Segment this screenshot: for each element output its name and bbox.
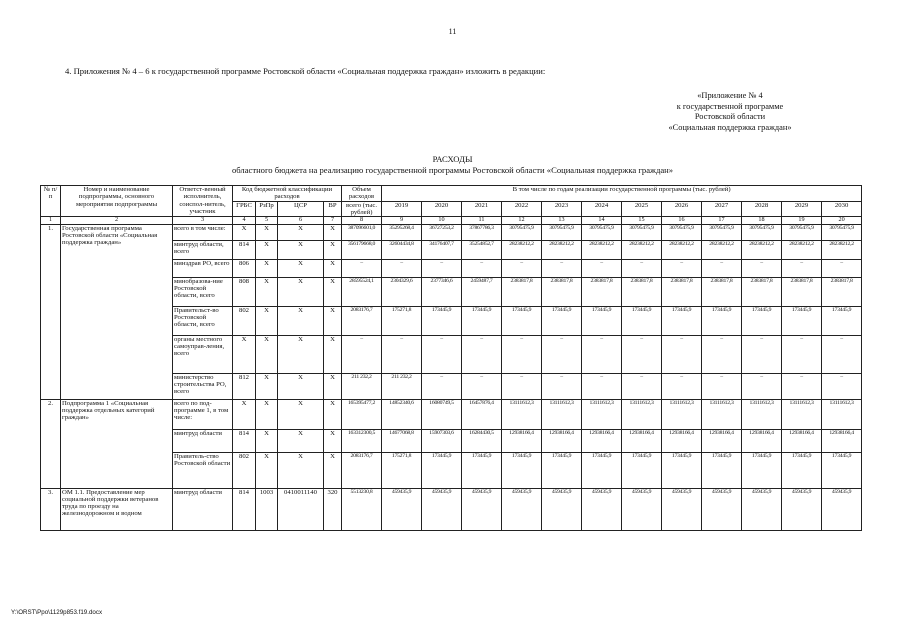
header-by-years: В том числе по годам реализации государственной программы (тыс. рублей) — [382, 186, 862, 202]
header-year-2026: 2026 — [662, 201, 702, 217]
year-value-cell: 459435,9 — [702, 488, 742, 530]
column-index-cell: 16 — [662, 217, 702, 224]
executor-cell: минтруд области — [173, 429, 233, 452]
header-vr: ВР — [324, 201, 342, 217]
total-cell: 165395477,2 — [342, 399, 382, 429]
year-value-cell: 173445,9 — [582, 306, 622, 335]
executor-cell: Правительст-во Ростовской области, всего — [173, 306, 233, 335]
executor-cell: минтруд области — [173, 488, 233, 530]
program-name: Государственная программа Ростовской области «Социальная поддержка граждан» — [61, 224, 173, 399]
column-index-cell: 20 — [822, 217, 862, 224]
year-value-cell: 30795475,9 — [822, 224, 862, 240]
year-value-cell: 12938166,4 — [782, 429, 822, 452]
year-value-cell: – — [742, 373, 782, 399]
year-value-cell: 13111612,3 — [502, 399, 542, 429]
year-value-cell: 459435,9 — [582, 488, 622, 530]
year-value-cell: 173445,9 — [542, 452, 582, 488]
year-value-cell: 35254852,7 — [462, 240, 502, 259]
year-value-cell: 173445,9 — [422, 306, 462, 335]
year-value-cell: 2383817,8 — [702, 277, 742, 306]
appendix-line-4: «Социальная поддержка граждан» — [668, 122, 792, 132]
grbs-cell: Х — [233, 224, 256, 240]
year-value-cell: 173445,9 — [462, 452, 502, 488]
csr-cell: Х — [278, 373, 324, 399]
year-value-cell: 175271,8 — [382, 306, 422, 335]
rzpr-cell: Х — [256, 373, 278, 399]
title-line-1: РАСХОДЫ — [432, 154, 473, 164]
executor-cell: минобразова-ние Ростовской области, всего — [173, 277, 233, 306]
intro-text: 4. Приложения № 4 – 6 к государственной программе Ростовской области «Социальная поддержка граждан» изложить в редакции: — [65, 66, 546, 76]
year-value-cell: 28238212,2 — [582, 240, 622, 259]
vr-cell: Х — [324, 373, 342, 399]
year-value-cell: 459435,9 — [382, 488, 422, 530]
executor-cell: всего в том числе: — [173, 224, 233, 240]
program-name: Подпрограмма 1 «Социальная поддержка отдельных категорий граждан» — [61, 399, 173, 488]
vr-cell: Х — [324, 399, 342, 429]
vr-cell: Х — [324, 306, 342, 335]
appendix-caption — [605, 91, 855, 133]
csr-cell: Х — [278, 259, 324, 277]
executor-cell: Правитель-ство Ростовской области — [173, 452, 233, 488]
total-cell: – — [342, 259, 382, 277]
footer-file-path: Y:\ORST\Ppo\1129p853.f19.docx — [11, 609, 103, 616]
header-year-2023: 2023 — [542, 201, 582, 217]
year-value-cell: 173445,9 — [622, 452, 662, 488]
column-index-cell: 18 — [742, 217, 782, 224]
year-value-cell: 2383817,8 — [542, 277, 582, 306]
year-value-cell: – — [622, 373, 662, 399]
year-value-cell: 28238212,2 — [502, 240, 542, 259]
header-executor: Ответст-венный исполнитель, соиспол-нитель, участник — [173, 186, 233, 217]
year-value-cell: 173445,9 — [462, 306, 502, 335]
header-year-2020: 2020 — [422, 201, 462, 217]
column-index-cell: 10 — [422, 217, 462, 224]
year-value-cell: – — [662, 373, 702, 399]
csr-cell: Х — [278, 429, 324, 452]
total-cell: 356179668,0 — [342, 240, 382, 259]
vr-cell: Х — [324, 224, 342, 240]
table-row — [41, 399, 862, 429]
year-value-cell: – — [822, 259, 862, 277]
total-cell: 211 232,2 — [342, 373, 382, 399]
total-cell: 28595524,1 — [342, 277, 382, 306]
grbs-cell: 814 — [233, 488, 256, 530]
year-value-cell: – — [582, 373, 622, 399]
year-value-cell: – — [702, 259, 742, 277]
appendix-line-2: к государственной программе — [676, 101, 784, 111]
year-value-cell: 459435,9 — [542, 488, 582, 530]
year-value-cell: 13111612,3 — [582, 399, 622, 429]
vr-cell: 320 — [324, 488, 342, 530]
rzpr-cell: Х — [256, 277, 278, 306]
header-year-2024: 2024 — [582, 201, 622, 217]
year-value-cell: 173445,9 — [822, 452, 862, 488]
year-value-cell: – — [542, 373, 582, 399]
year-value-cell: 173445,9 — [502, 306, 542, 335]
year-value-cell: 34176407,7 — [422, 240, 462, 259]
year-value-cell: 30795475,9 — [542, 224, 582, 240]
year-value-cell: 28238212,2 — [822, 240, 862, 259]
year-value-cell: 16284430,5 — [462, 429, 502, 452]
header-name: Номер и наименование подпрограммы, основного мероприятия подпрограммы — [61, 186, 173, 217]
rzpr-cell: Х — [256, 429, 278, 452]
rzpr-cell: Х — [256, 224, 278, 240]
year-value-cell: 12938166,4 — [702, 429, 742, 452]
year-value-cell: 2459487,7 — [462, 277, 502, 306]
year-value-cell: – — [462, 335, 502, 373]
year-value-cell: 13111612,3 — [622, 399, 662, 429]
csr-cell: Х — [278, 452, 324, 488]
vr-cell: Х — [324, 429, 342, 452]
year-value-cell: 173445,9 — [822, 306, 862, 335]
year-value-cell: – — [702, 335, 742, 373]
vr-cell: Х — [324, 277, 342, 306]
year-value-cell: – — [542, 259, 582, 277]
year-value-cell: 30795475,9 — [702, 224, 742, 240]
year-value-cell: 2383817,8 — [582, 277, 622, 306]
rzpr-cell: Х — [256, 452, 278, 488]
year-value-cell: – — [822, 373, 862, 399]
vr-cell: Х — [324, 259, 342, 277]
year-value-cell: – — [782, 373, 822, 399]
year-value-cell: 173445,9 — [702, 452, 742, 488]
rzpr-cell: Х — [256, 240, 278, 259]
year-value-cell: – — [422, 373, 462, 399]
program-name: ОМ 1.1. Предоставление мер социальной поддержки ветеранов труда по проезду на железнодорожном и водном — [61, 488, 173, 530]
year-value-cell: 30795475,9 — [502, 224, 542, 240]
year-value-cell: 173445,9 — [742, 452, 782, 488]
grbs-cell: 808 — [233, 277, 256, 306]
header-budget-code: Код бюджетной классификации расходов — [233, 186, 342, 202]
executor-cell: минтруд области, всего — [173, 240, 233, 259]
title-line-2: областного бюджета на реализацию государственной программы Ростовской области «Социальная поддержка граждан» — [231, 164, 674, 175]
year-value-cell: – — [382, 259, 422, 277]
year-value-cell: 12938166,4 — [582, 429, 622, 452]
total-cell: – — [342, 335, 382, 373]
year-value-cell: – — [662, 259, 702, 277]
year-value-cell: – — [742, 259, 782, 277]
column-index-cell: 11 — [462, 217, 502, 224]
column-index-cell: 3 — [173, 217, 233, 224]
year-value-cell: – — [502, 373, 542, 399]
year-value-cell: – — [662, 335, 702, 373]
year-value-cell: 459435,9 — [622, 488, 662, 530]
year-value-cell: 13111612,3 — [822, 399, 862, 429]
year-value-cell: 28238212,2 — [742, 240, 782, 259]
column-index-cell: 8 — [342, 217, 382, 224]
year-value-cell: 36727253,2 — [422, 224, 462, 240]
executor-cell: министерство строительства РО, всего — [173, 373, 233, 399]
csr-cell: Х — [278, 277, 324, 306]
year-value-cell: 173445,9 — [422, 452, 462, 488]
year-value-cell: 30795475,9 — [582, 224, 622, 240]
grbs-cell: 814 — [233, 429, 256, 452]
row-number: 3. — [41, 488, 61, 530]
year-value-cell: – — [502, 259, 542, 277]
grbs-cell: 806 — [233, 259, 256, 277]
year-value-cell: 173445,9 — [542, 306, 582, 335]
year-value-cell: 2383817,8 — [742, 277, 782, 306]
header-num: № п/п — [41, 186, 61, 217]
year-value-cell: – — [742, 335, 782, 373]
rzpr-cell: Х — [256, 335, 278, 373]
year-value-cell: – — [782, 259, 822, 277]
table-body — [41, 217, 862, 530]
year-value-cell: 12938166,4 — [542, 429, 582, 452]
header-volume: Объем расходов — [342, 186, 382, 202]
year-value-cell: – — [622, 259, 662, 277]
table-row — [41, 488, 862, 530]
csr-cell: Х — [278, 224, 324, 240]
year-value-cell: – — [622, 335, 662, 373]
column-index-cell: 1 — [41, 217, 61, 224]
vr-cell: Х — [324, 335, 342, 373]
year-value-cell: 175271,8 — [382, 452, 422, 488]
year-value-cell: 12938166,4 — [622, 429, 662, 452]
table-row — [41, 224, 862, 240]
csr-cell: Х — [278, 240, 324, 259]
year-value-cell: – — [422, 335, 462, 373]
year-value-cell: 28238212,2 — [622, 240, 662, 259]
year-value-cell: 459435,9 — [502, 488, 542, 530]
year-value-cell: 2383817,8 — [502, 277, 542, 306]
year-value-cell: 173445,9 — [702, 306, 742, 335]
header-volume-total: всего (тыс. рублей) — [342, 201, 382, 217]
expenses-table — [40, 185, 862, 531]
year-value-cell: 30795475,9 — [662, 224, 702, 240]
year-value-cell: 173445,9 — [782, 452, 822, 488]
year-value-cell: 173445,9 — [662, 452, 702, 488]
header-year-2025: 2025 — [622, 201, 662, 217]
header-year-2022: 2022 — [502, 201, 542, 217]
year-value-cell: 13111612,3 — [742, 399, 782, 429]
header-grbs: ГРБС — [233, 201, 256, 217]
year-value-cell: 459435,9 — [822, 488, 862, 530]
column-index-cell: 13 — [542, 217, 582, 224]
year-value-cell: 15907303,6 — [422, 429, 462, 452]
column-index-cell: 17 — [702, 217, 742, 224]
column-index-cell: 6 — [278, 217, 324, 224]
year-value-cell: 28238212,2 — [542, 240, 582, 259]
rzpr-cell: Х — [256, 399, 278, 429]
header-year-2019: 2019 — [382, 201, 422, 217]
year-value-cell: 2304329,6 — [382, 277, 422, 306]
year-value-cell: 173445,9 — [502, 452, 542, 488]
year-value-cell: 12938166,4 — [502, 429, 542, 452]
year-value-cell: 459435,9 — [462, 488, 502, 530]
year-value-cell: 12938166,4 — [822, 429, 862, 452]
column-index-cell: 7 — [324, 217, 342, 224]
executor-cell: минздрав РО, всего — [173, 259, 233, 277]
appendix-line-1: «Приложение № 4 — [697, 91, 763, 100]
year-value-cell: – — [582, 335, 622, 373]
column-index-cell: 15 — [622, 217, 662, 224]
year-value-cell: 14852340,6 — [382, 399, 422, 429]
csr-cell: 0410011140 — [278, 488, 324, 530]
rzpr-cell: Х — [256, 259, 278, 277]
grbs-cell: 812 — [233, 373, 256, 399]
csr-cell: Х — [278, 399, 324, 429]
year-value-cell: 28238212,2 — [782, 240, 822, 259]
year-value-cell: 16457876,4 — [462, 399, 502, 429]
year-value-cell: – — [542, 335, 582, 373]
row-number: 2. — [41, 399, 61, 488]
year-value-cell: 459435,9 — [422, 488, 462, 530]
grbs-cell: 814 — [233, 240, 256, 259]
document-title — [0, 154, 905, 175]
year-value-cell: 30795475,9 — [782, 224, 822, 240]
year-value-cell: – — [582, 259, 622, 277]
grbs-cell: 802 — [233, 452, 256, 488]
column-index-cell: 5 — [256, 217, 278, 224]
year-value-cell: 13111612,3 — [702, 399, 742, 429]
year-value-cell: – — [782, 335, 822, 373]
year-value-cell: 459435,9 — [662, 488, 702, 530]
column-index-cell: 12 — [502, 217, 542, 224]
column-index-cell: 9 — [382, 217, 422, 224]
column-index-cell: 19 — [782, 217, 822, 224]
year-value-cell: 2377346,6 — [422, 277, 462, 306]
year-value-cell: 211 232,2 — [382, 373, 422, 399]
header-year-2028: 2028 — [742, 201, 782, 217]
year-value-cell: – — [822, 335, 862, 373]
header-year-2021: 2021 — [462, 201, 502, 217]
year-value-cell: 459435,9 — [742, 488, 782, 530]
column-index-row — [41, 217, 862, 224]
vr-cell: Х — [324, 240, 342, 259]
year-value-cell: 12938166,4 — [662, 429, 702, 452]
csr-cell: Х — [278, 306, 324, 335]
rzpr-cell: 1003 — [256, 488, 278, 530]
year-value-cell: 2383817,8 — [782, 277, 822, 306]
year-value-cell: 16080749,5 — [422, 399, 462, 429]
page-number: 11 — [448, 27, 457, 36]
year-value-cell: 173445,9 — [662, 306, 702, 335]
executor-cell: всего по под-программе 1, в том числе: — [173, 399, 233, 429]
year-value-cell: 13111612,3 — [662, 399, 702, 429]
row-number: 1. — [41, 224, 61, 399]
total-cell: 2083176,7 — [342, 306, 382, 335]
rzpr-cell: Х — [256, 306, 278, 335]
total-cell: 163312300,5 — [342, 429, 382, 452]
year-value-cell: 35295268,4 — [382, 224, 422, 240]
year-value-cell: 2383817,8 — [822, 277, 862, 306]
header-rzpr: РзПр — [256, 201, 278, 217]
total-cell: 5513230,8 — [342, 488, 382, 530]
year-value-cell: 459435,9 — [782, 488, 822, 530]
year-value-cell: 173445,9 — [622, 306, 662, 335]
grbs-cell: Х — [233, 335, 256, 373]
year-value-cell: 14677068,8 — [382, 429, 422, 452]
year-value-cell: 2383817,8 — [622, 277, 662, 306]
column-index-cell: 2 — [61, 217, 173, 224]
year-value-cell: 12938166,4 — [742, 429, 782, 452]
header-year-2029: 2029 — [782, 201, 822, 217]
total-cell: 387096601,0 — [342, 224, 382, 240]
year-value-cell: 13111612,3 — [782, 399, 822, 429]
year-value-cell: 28238212,2 — [702, 240, 742, 259]
header-year-2027: 2027 — [702, 201, 742, 217]
header-csr: ЦСР — [278, 201, 324, 217]
year-value-cell: 173445,9 — [742, 306, 782, 335]
column-index-cell: 4 — [233, 217, 256, 224]
year-value-cell: – — [702, 373, 742, 399]
executor-cell: органы местного самоуправ-ления, всего — [173, 335, 233, 373]
year-value-cell: 2383817,8 — [662, 277, 702, 306]
header-year-2030: 2030 — [822, 201, 862, 217]
year-value-cell: 30795475,9 — [742, 224, 782, 240]
year-value-cell: – — [422, 259, 462, 277]
vr-cell: Х — [324, 452, 342, 488]
year-value-cell: 173445,9 — [582, 452, 622, 488]
year-value-cell: – — [382, 335, 422, 373]
year-value-cell: 30795475,9 — [622, 224, 662, 240]
year-value-cell: – — [502, 335, 542, 373]
grbs-cell: Х — [233, 399, 256, 429]
year-value-cell: 37867786,3 — [462, 224, 502, 240]
appendix-line-3: Ростовской области — [694, 112, 766, 122]
year-value-cell: 13111612,3 — [542, 399, 582, 429]
year-value-cell: – — [462, 259, 502, 277]
total-cell: 2083176,7 — [342, 452, 382, 488]
year-value-cell: – — [462, 373, 502, 399]
year-value-cell: 28238212,2 — [662, 240, 702, 259]
grbs-cell: 802 — [233, 306, 256, 335]
year-value-cell: 32604434,8 — [382, 240, 422, 259]
csr-cell: Х — [278, 335, 324, 373]
year-value-cell: 173445,9 — [782, 306, 822, 335]
column-index-cell: 14 — [582, 217, 622, 224]
